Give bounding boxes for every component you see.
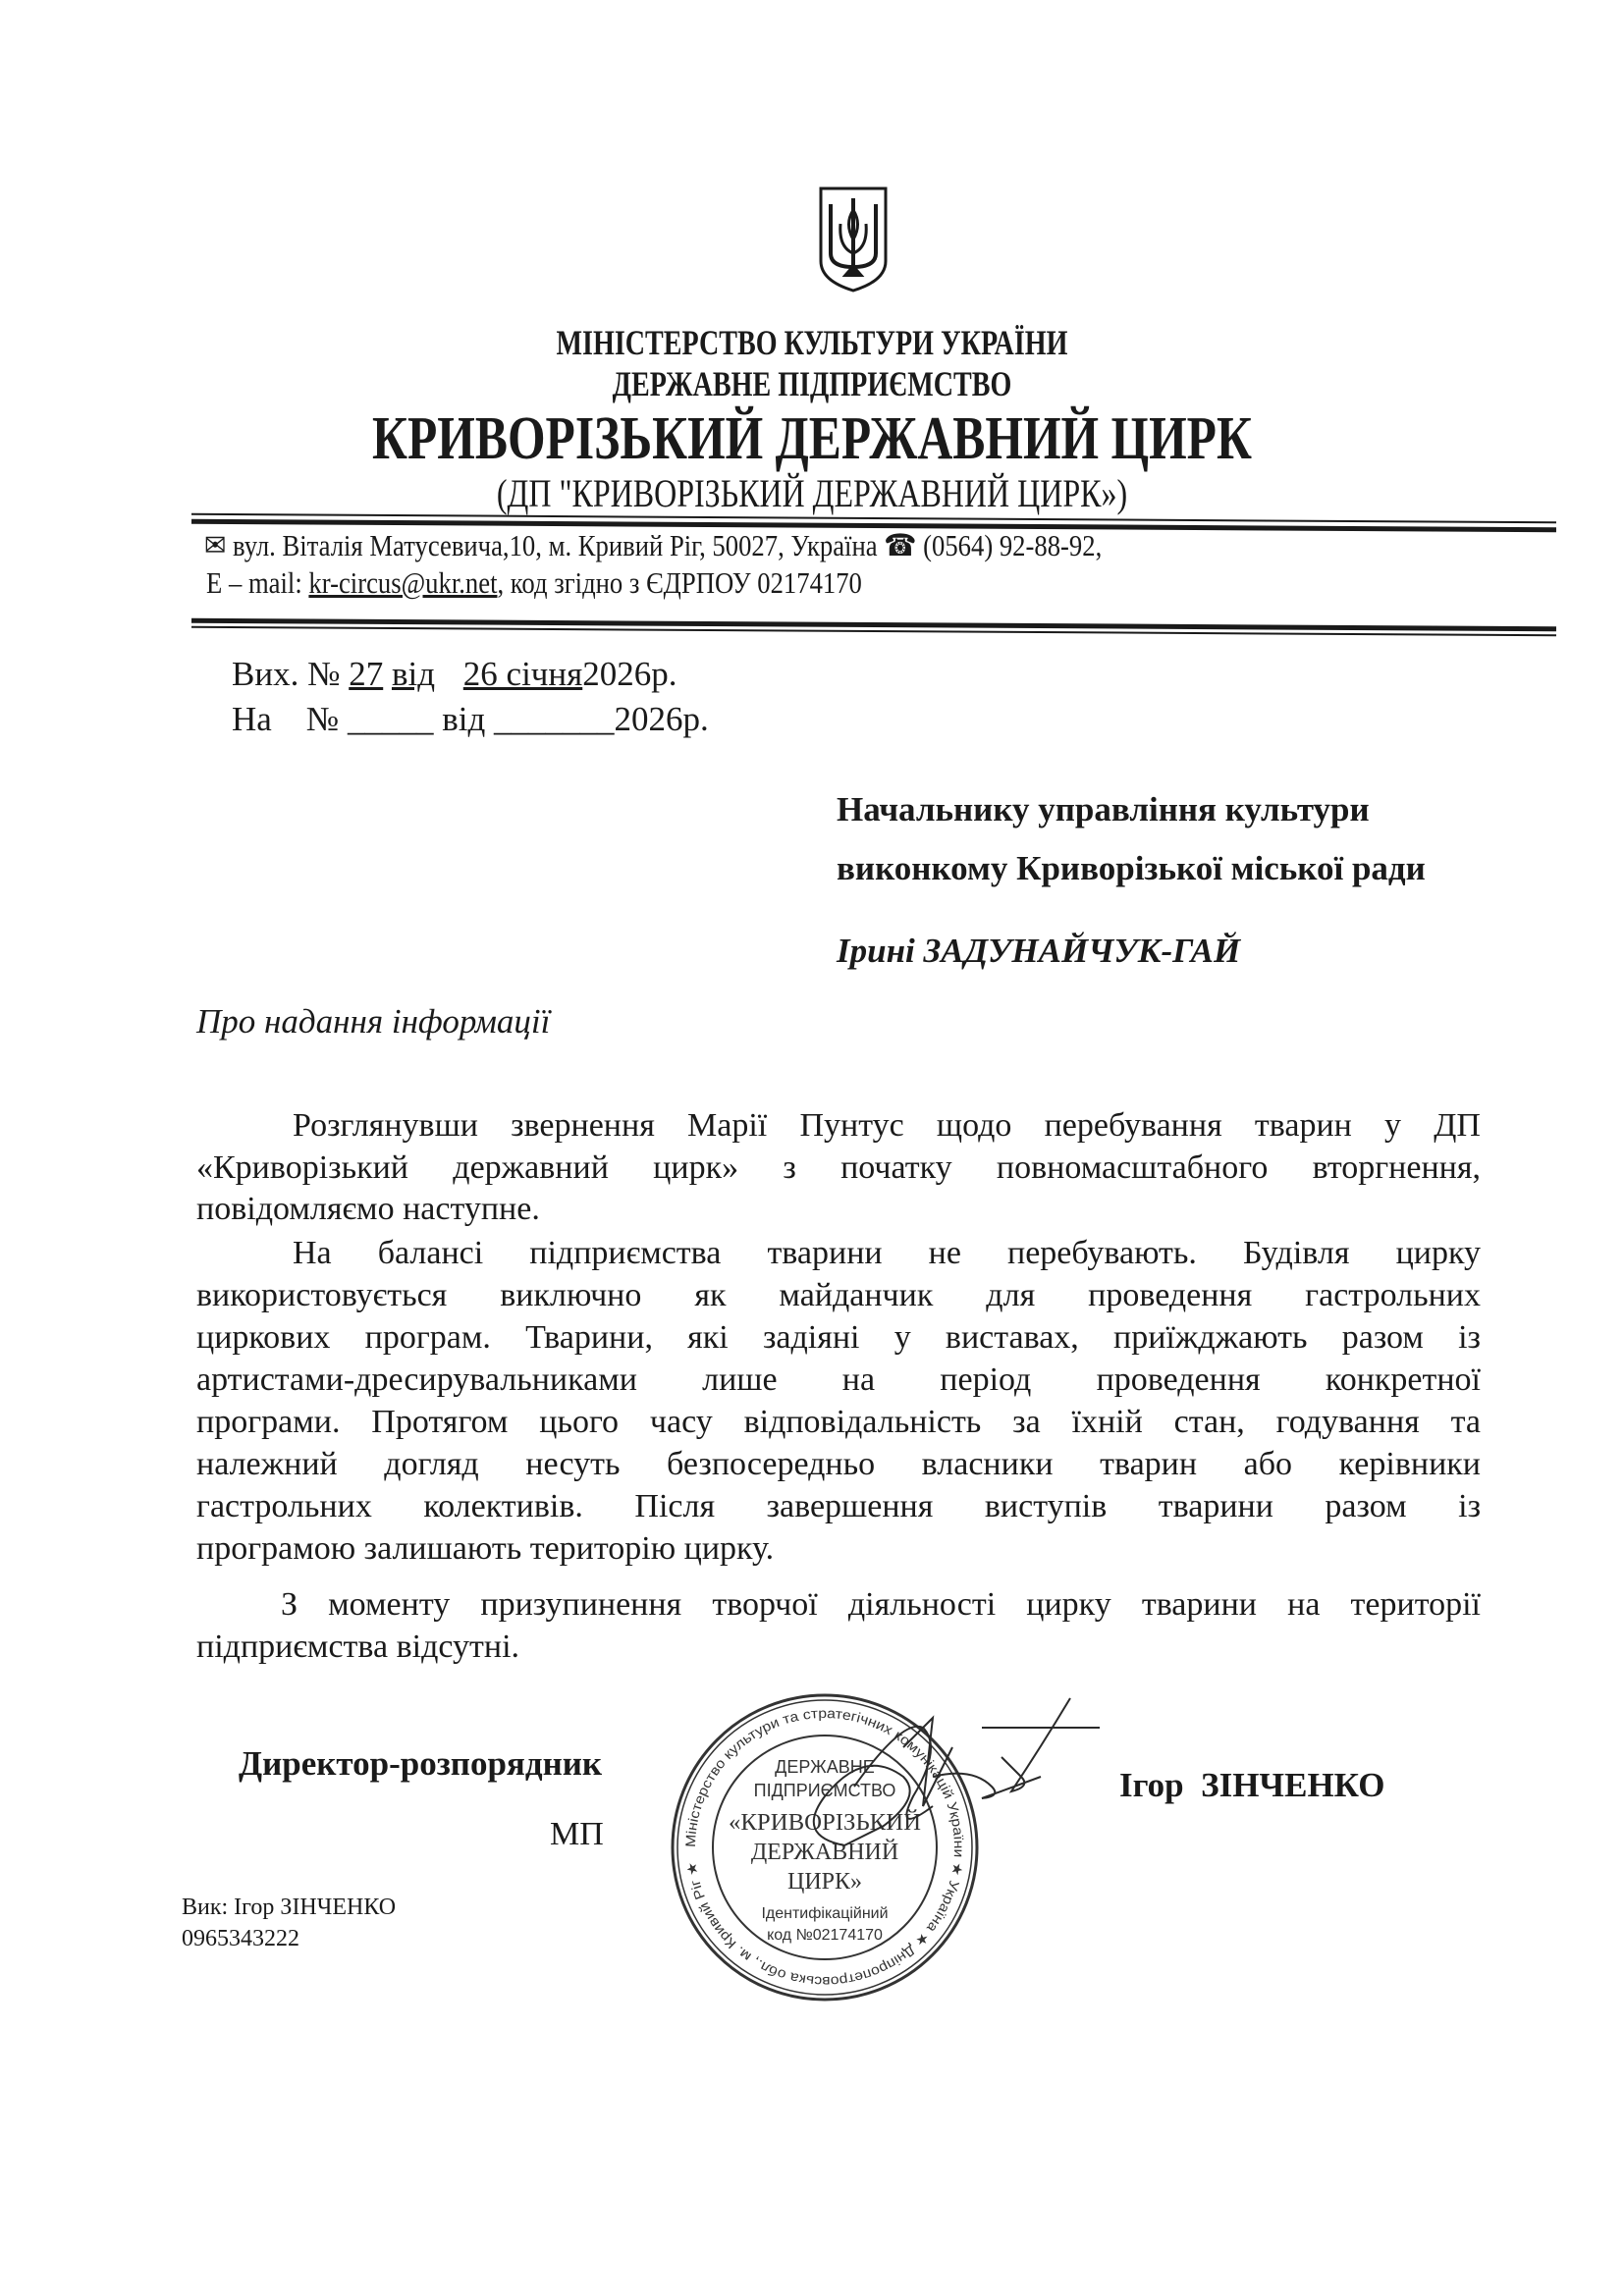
email-line — [206, 566, 862, 600]
body-line: належний догляд несуть безпосередньо власники тварин або керівники — [196, 1446, 1481, 1482]
enterprise-type-heading: ДЕРЖАВНЕ ПІДПРИЄМСТВО — [612, 364, 1012, 403]
in-number-blank: _____ — [347, 700, 434, 738]
body-line: З моменту призупинення творчої діяльності цирку тварини на території — [281, 1586, 1481, 1623]
addressee-line-1: Начальнику управління культури — [837, 790, 1370, 828]
in-date-blank: _______ — [494, 700, 615, 738]
body-line: циркових програм. Тварини, які задіяні у виставах, приїжджають разом із — [196, 1319, 1481, 1356]
in-year: 2026р. — [614, 700, 709, 738]
in-from-label: від — [442, 700, 486, 738]
outgoing-reference — [232, 656, 677, 694]
executor-label: Вик: Ігор ЗІНЧЕНКО — [182, 1895, 397, 1920]
phone-text: (0564) 92-88-92, — [923, 528, 1103, 562]
signatory-position: Директор-розпорядник — [239, 1744, 603, 1783]
executor-phone: 0965343222 — [182, 1926, 299, 1951]
letter-subject: Про надання інформації — [196, 1002, 551, 1041]
body-line: На балансі підприємства тварини не перебувають. Будівля цирку — [293, 1235, 1481, 1271]
seal-ring-text: Міністерство культури та стратегічних комунікацій України ★ Україна ★ Дніпропетровська обл., м. Кривий Ріг ★ — [681, 1704, 968, 1991]
seal-line: ЦИРК» — [786, 1869, 863, 1895]
out-number: 27 — [349, 655, 384, 693]
trident-emblem-icon — [817, 185, 890, 294]
in-label: На № — [232, 700, 340, 738]
email-label: E – mail: — [206, 565, 302, 600]
body-line: програми. Протягом цього часу відповідальність за їхній стан, годування та — [196, 1404, 1481, 1440]
seal-line: ДЕРЖАВНИЙ — [750, 1840, 899, 1865]
out-year: 2026р. — [582, 655, 677, 693]
mp-mark: МП — [550, 1816, 604, 1852]
body-line: повідомляємо наступне. — [196, 1191, 540, 1227]
ministry-heading: МІНІСТЕРСТВО КУЛЬТУРИ УКРАЇНИ — [556, 323, 1068, 362]
seal-line: код №02174170 — [767, 1927, 883, 1944]
seal-line: «КРИВОРІЗЬКИЙ — [729, 1810, 921, 1836]
body-line: Розглянувши звернення Марії Пунтус щодо перебування тварин у ДП — [293, 1107, 1481, 1144]
phone-icon: ☎ — [884, 528, 917, 562]
out-date: 26 січня — [462, 655, 583, 693]
email-link[interactable]: kr-circus@ukr.net — [308, 565, 498, 600]
body-line: підприємства відсутні. — [196, 1629, 520, 1665]
signatory-name: Ігор ЗІНЧЕНКО — [1119, 1766, 1385, 1804]
envelope-icon: ✉ — [204, 528, 227, 562]
out-from-label: від — [391, 655, 436, 693]
addressee-name: Ірині ЗАДУНАЙЧУК-ГАЙ — [837, 932, 1241, 970]
body-line: «Криворізький державний цирк» з початку повномасштабного вторгнення, — [196, 1149, 1481, 1186]
address-line — [204, 529, 1102, 562]
org-name-heading: КРИВОРІЗЬКИЙ ДЕРЖАВНИЙ ЦИРК — [372, 405, 1252, 472]
body-line: програмою залишають територію цирку. — [196, 1530, 775, 1567]
edrpou-code: , код згідно з ЄДРПОУ 02174170 — [497, 565, 862, 600]
out-label: Вих. № — [232, 655, 341, 693]
seal-line: Ідентифікаційний — [761, 1905, 889, 1922]
addressee-line-2: виконкому Криворізької міської ради — [837, 849, 1426, 887]
org-short-name: (ДП "КРИВОРІЗЬКИЙ ДЕРЖАВНИЙ ЦИРК») — [496, 471, 1128, 515]
body-line: використовується виключно як майданчик для проведення гастрольних — [196, 1277, 1481, 1313]
seal-line: ПІДПРИЄМСТВО — [753, 1781, 896, 1800]
address-text: вул. Віталія Матусевича,10, м. Кривий Ріг, 50027, Україна — [233, 528, 878, 562]
incoming-reference — [232, 701, 709, 739]
body-line: гастрольних колективів. Після завершення виступів тварини разом із — [196, 1488, 1481, 1524]
handwritten-signature — [785, 1688, 1110, 1855]
body-line: артистами-дресирувальниками лише на період проведення конкретної — [196, 1362, 1481, 1398]
seal-line: ДЕРЖАВНЕ — [775, 1757, 875, 1777]
